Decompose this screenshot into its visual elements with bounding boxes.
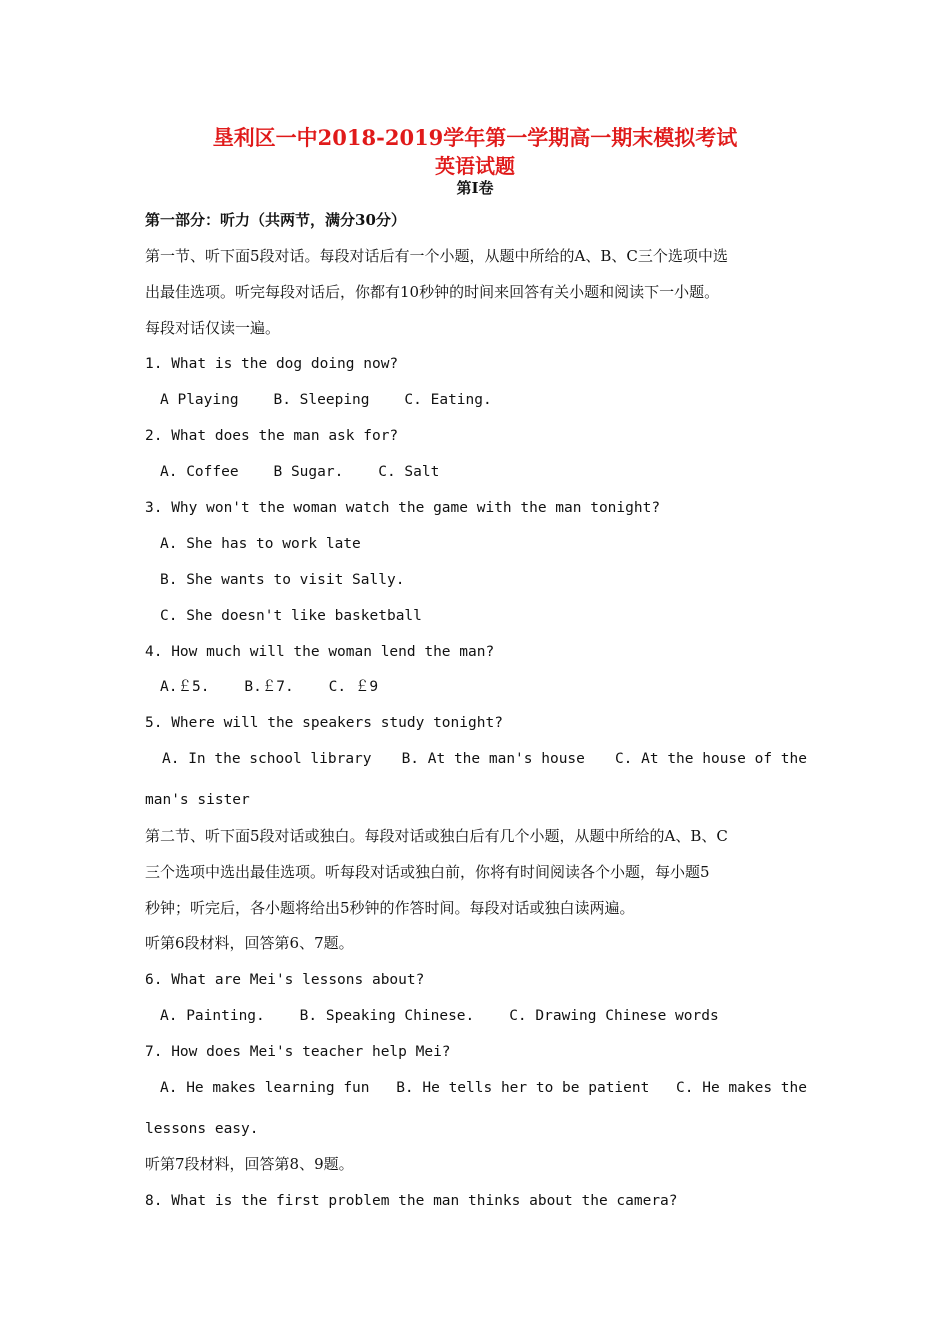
- question-5-options: [162, 749, 807, 769]
- section1-intro-line: 出最佳选项。听完每段对话后，你都有10秒钟的时间来回答有关小题和阅读下一小题。: [145, 283, 720, 301]
- section2-intro-line: 秒钟；听完后，各小题将给出5秒钟的作答时间。每段对话或独白读两遍。: [145, 899, 635, 917]
- question-3-option-b: B. She wants to visit Sally.: [160, 572, 405, 588]
- exam-title: 垦利区一中2018-2019学年第一学期高一期末模拟考试: [212, 125, 738, 150]
- question-6-stem: 6. What are Mei's lessons about?: [145, 972, 425, 988]
- section1-intro-line: 每段对话仅读一遍。: [145, 319, 281, 337]
- question-4-stem: 4. How much will the woman lend the man?: [145, 644, 495, 660]
- question-6-options: A. Painting. B. Speaking Chinese. C. Drawing Chinese words: [160, 1008, 719, 1024]
- question-7-options: [160, 1078, 807, 1098]
- volume-label: 第Ⅰ卷: [456, 179, 494, 197]
- section2-intro-line: 三个选项中选出最佳选项。听每段对话或独白前，你将有时间阅读各个小题，每小题5: [145, 863, 710, 881]
- question-1-stem: 1. What is the dog doing now?: [145, 356, 399, 372]
- question-3-option-c: C. She doesn't like basketball: [160, 608, 422, 624]
- question-4-options: A.￡5. B.￡7. C. ￡9: [160, 679, 379, 695]
- question-2-stem: 2. What does the man ask for?: [145, 428, 399, 444]
- question-2-options: A. Coffee B Sugar. C. Salt: [160, 464, 440, 480]
- question-7-option-b: B. He tells her to be patient: [396, 1080, 650, 1096]
- question-7-option-c: C. He makes the: [676, 1080, 807, 1096]
- question-1-options: A Playing B. Sleeping C. Eating.: [160, 392, 492, 408]
- question-5-stem: 5. Where will the speakers study tonight?: [145, 715, 503, 731]
- question-8-stem: 8. What is the first problem the man thinks about the camera?: [145, 1193, 678, 1209]
- question-5-option-c-continued: man's sister: [145, 792, 250, 808]
- question-5-option-b: B. At the man's house: [401, 751, 585, 767]
- question-3-stem: 3. Why won't the woman watch the game with the man tonight?: [145, 500, 661, 516]
- question-7-stem: 7. How does Mei's teacher help Mei?: [145, 1044, 451, 1060]
- exam-subtitle: 英语试题: [435, 154, 515, 178]
- question-7-option-c-continued: lessons easy.: [145, 1121, 259, 1137]
- section2-intro-line: 第二节、听下面5段对话或独白。每段对话或独白后有几个小题，从题中所给的A、B、C: [145, 827, 728, 845]
- material-6-instruction: 听第6段材料，回答第6、7题。: [145, 934, 354, 952]
- question-7-option-a: A. He makes learning fun: [160, 1080, 370, 1096]
- question-3-option-a: A. She has to work late: [160, 536, 361, 552]
- material-7-instruction: 听第7段材料，回答第8、9题。: [145, 1155, 354, 1173]
- question-5-option-c: C. At the house of the: [614, 751, 807, 767]
- part1-heading: 第一部分：听力（共两节，满分30分）: [145, 211, 406, 229]
- question-5-option-a: A. In the school library: [162, 751, 372, 767]
- section1-intro-line: 第一节、听下面5段对话。每段对话后有一个小题，从题中所给的A、B、C三个选项中选: [145, 247, 728, 265]
